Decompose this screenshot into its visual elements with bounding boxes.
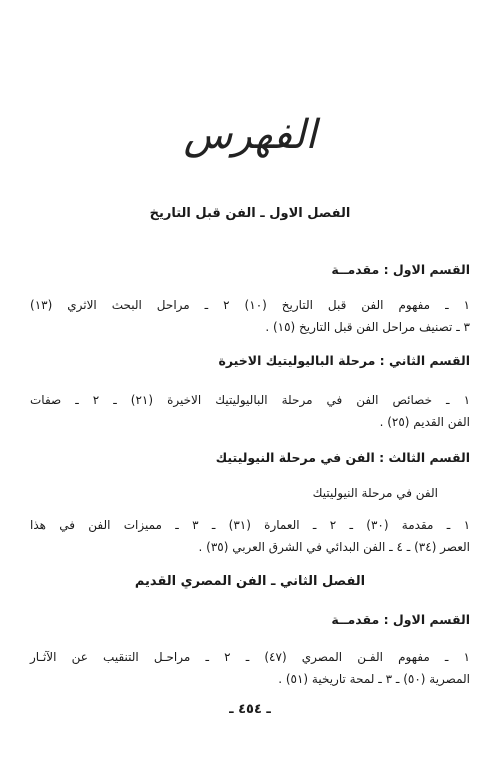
chapter-1-part-3-heading: القسم الثالث : الفن في مرحلة النيوليتيك	[215, 450, 470, 465]
chapter-1-part-3-line-2: العصر (٣٤) ـ ٤ ـ الفن البدائي في الشرق العربي (٣٥) .	[198, 540, 470, 554]
chapter-1-part-1-heading: القسم الاول : مقدمــة	[331, 262, 470, 277]
chapter-2-part-1-heading: القسم الاول : مقدمــة	[331, 612, 470, 627]
chapter-1-part-2-heading: القسم الثاني : مرحلة الباليوليتيك الاخيرة	[218, 353, 470, 368]
chapter-1-title: الفصل الاول ـ الفن قبل التاريخ	[149, 206, 351, 221]
chapter-2-part-1-line-1: ١ ـ مفهوم الفـن المصري (٤٧) ـ ٢ ـ مراحـل التنقيب عن الآثـار	[30, 650, 470, 664]
chapter-2-title: الفصل الثاني ـ الفن المصري القديم	[134, 574, 366, 589]
chapter-1-part-2-line-1: ١ ـ خصائص الفن في مرحلة الباليوليتيك الاخيرة (٢١) ـ ٢ ـ صفات	[30, 393, 471, 407]
page-number: ـ ٤٥٤ ـ	[229, 702, 271, 717]
chapter-1-part-2-line-2: الفن القديم (٢٥) .	[379, 415, 470, 429]
index-title-area	[0, 112, 500, 158]
chapter-1-part-3-line-1: ١ ـ مقدمة (٣٠) ـ ٢ ـ العمارة (٣١) ـ ٣ ـ مميزات الفن في هذا	[30, 518, 471, 532]
chapter-1-part-1-line-2: ٣ ـ تصنيف مراحل الفن قبل التاريخ (١٥) .	[265, 320, 470, 334]
chapter-2-part-1-line-2: المصرية (٥٠) ـ ٣ ـ لمحة تاريخية (٥١) .	[278, 672, 470, 686]
index-title: الفهرس	[183, 112, 317, 158]
chapter-1-part-3-subheading: الفن في مرحلة النيوليتيك	[312, 486, 438, 500]
chapter-1-part-1-line-1: ١ ـ مفهوم الفن قبل التاريخ (١٠) ٢ ـ مراحل البحث الاثري (١٣)	[30, 298, 470, 312]
